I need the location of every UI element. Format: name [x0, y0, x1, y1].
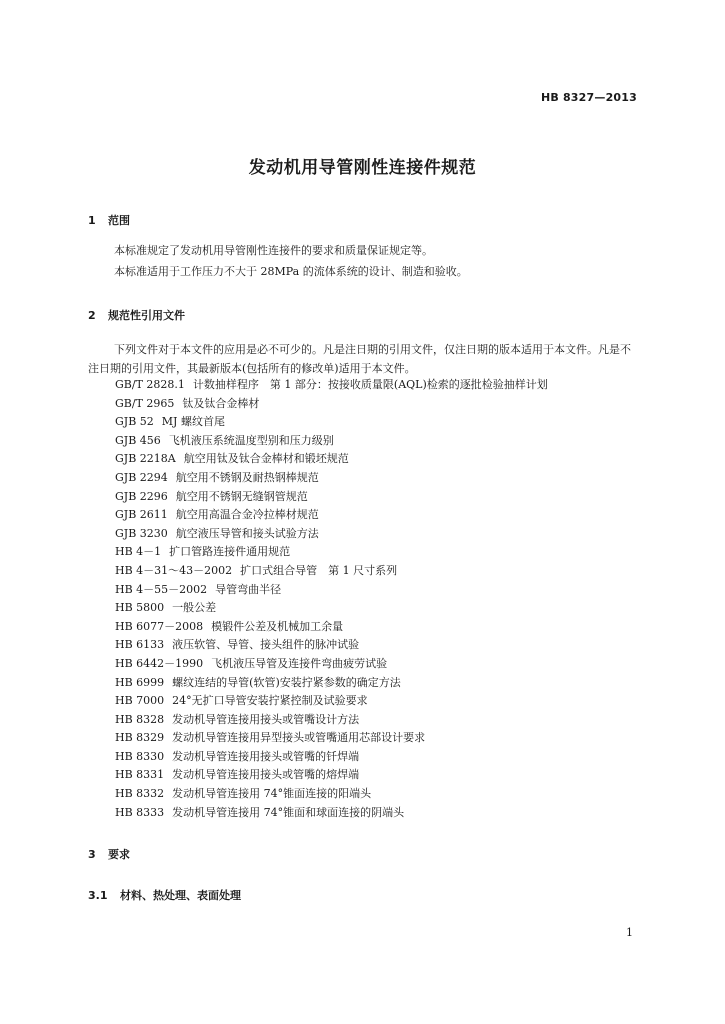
reference-code: HB 4－55－2002	[115, 582, 208, 596]
reference-item	[115, 692, 548, 711]
reference-code: GB/T 2965	[115, 396, 175, 410]
reference-title: 螺纹连结的导管(软管)安装拧紧参数的确定方法	[172, 675, 401, 689]
section-number: 3	[88, 848, 96, 861]
reference-item	[115, 413, 548, 432]
reference-code: HB 8329	[115, 731, 165, 745]
section-title: 规范性引用文件	[108, 309, 185, 322]
reference-title: 飞机液压导管及连接件弯曲疲劳试验	[211, 656, 388, 670]
reference-code: HB 6442－1990	[115, 656, 204, 670]
standard-code: HB 8327—2013	[540, 91, 637, 104]
reference-code: HB 8331	[115, 768, 165, 782]
reference-item	[115, 729, 548, 748]
reference-code: HB 8332	[115, 787, 165, 801]
reference-item	[115, 618, 548, 637]
section-title: 材料、热处理、表面处理	[120, 889, 241, 902]
page-number: 1	[626, 926, 633, 939]
reference-title: 发动机导管连接用接头或管嘴的熔焊端	[172, 768, 360, 782]
reference-code: HB 8333	[115, 805, 165, 819]
section-number: 2	[88, 309, 96, 322]
reference-title: 导管弯曲半径	[215, 582, 282, 596]
reference-item	[115, 785, 548, 804]
reference-item	[115, 450, 548, 469]
reference-code: HB 8328	[115, 712, 165, 726]
reference-item	[115, 581, 548, 600]
reference-list	[115, 376, 548, 822]
reference-title: 发动机导管连接用 74°锥面和球面连接的阴端头	[172, 805, 405, 819]
reference-item	[115, 488, 548, 507]
reference-title: 扩口式组合导管 第 1 尺寸系列	[240, 563, 398, 577]
reference-code: HB 6999	[115, 675, 165, 689]
reference-title: 扩口管路连接件通用规范	[169, 545, 291, 559]
reference-item	[115, 599, 548, 618]
reference-item	[115, 395, 548, 414]
reference-title: 计数抽样程序 第 1 部分：按接收质量限(AQL)检索的逐批检验抽样计划	[192, 378, 548, 391]
reference-code: GJB 2294	[115, 470, 168, 484]
reference-title: 航空用钛及钛合金棒材和锻坯规范	[183, 452, 349, 466]
reference-code: HB 8330	[115, 749, 165, 763]
reference-title: 24°无扩口导管安装拧紧控制及试验要求	[172, 694, 368, 708]
reference-title: 发动机导管连接用接头或管嘴设计方法	[172, 712, 360, 726]
reference-item	[115, 432, 548, 451]
reference-code: HB 7000	[115, 694, 165, 708]
scope-paragraph-1: 本标准规定了发动机用导管刚性连接件的要求和质量保证规定等。	[114, 244, 433, 257]
section-number: 3.1	[88, 889, 108, 902]
reference-code: HB 6133	[115, 638, 165, 652]
reference-code: HB 4－1	[115, 545, 162, 559]
section-3-1-heading	[88, 887, 241, 903]
reference-code: HB 5800	[115, 601, 165, 615]
reference-title: 航空液压导管和接头试验方法	[175, 526, 319, 540]
reference-code: GJB 456	[115, 433, 161, 447]
section-title: 范围	[108, 214, 130, 227]
reference-item	[115, 525, 548, 544]
reference-title: MJ 螺纹首尾	[161, 415, 225, 429]
reference-title: 一般公差	[172, 601, 217, 615]
reference-title: 发动机导管连接用接头或管嘴的钎焊端	[172, 749, 360, 763]
section-1-heading	[88, 212, 130, 228]
reference-item	[115, 655, 548, 674]
reference-item	[115, 804, 548, 823]
reference-title: 航空用不锈钢及耐热钢棒规范	[175, 470, 319, 484]
reference-item	[115, 376, 548, 395]
reference-title: 航空用不锈钢无缝钢管规范	[175, 489, 308, 503]
reference-item	[115, 766, 548, 785]
section-3-heading	[88, 846, 130, 862]
reference-code: GB/T 2828.1	[115, 378, 185, 391]
reference-title: 发动机导管连接用异型接头或管嘴通用芯部设计要求	[172, 731, 426, 745]
reference-code: GJB 2218A	[115, 452, 176, 466]
section-number: 1	[88, 214, 96, 227]
reference-item	[115, 506, 548, 525]
reference-item	[115, 711, 548, 730]
reference-item	[115, 543, 548, 562]
section-title: 要求	[108, 848, 130, 861]
references-intro: 下列文件对于本文件的应用是必不可少的。凡是注日期的引用文件，仅注日期的版本适用于本文件。凡是不注日期的引用文件，其最新版本(包括所有的修改单)适用于本文件。	[88, 343, 631, 375]
reference-title: 飞机液压系统温度型别和压力级别	[168, 433, 334, 447]
reference-title: 发动机导管连接用 74°锥面连接的阳端头	[172, 787, 372, 801]
reference-code: GJB 2296	[115, 489, 168, 503]
document-title: 发动机用导管刚性连接件规范	[248, 158, 477, 178]
reference-title: 液压软管、导管、接头组件的脉冲试验	[172, 638, 360, 652]
reference-item	[115, 674, 548, 693]
reference-title: 钛及钛合金棒材	[182, 396, 260, 410]
reference-code: HB 6077－2008	[115, 619, 204, 633]
reference-item	[115, 748, 548, 767]
reference-code: GJB 3230	[115, 526, 168, 540]
reference-code: GJB 52	[115, 415, 154, 429]
reference-title: 模锻件公差及机械加工余量	[211, 619, 344, 633]
reference-code: HB 4－31～43－2002	[115, 563, 233, 577]
reference-title: 航空用高温合金冷拉棒材规范	[175, 508, 319, 522]
reference-code: GJB 2611	[115, 508, 168, 522]
reference-item	[115, 562, 548, 581]
scope-paragraph-2: 本标准适用于工作压力不大于 28MPa 的流体系统的设计、制造和验收。	[114, 265, 468, 278]
reference-item	[115, 469, 548, 488]
reference-item	[115, 636, 548, 655]
section-2-heading	[88, 307, 185, 323]
